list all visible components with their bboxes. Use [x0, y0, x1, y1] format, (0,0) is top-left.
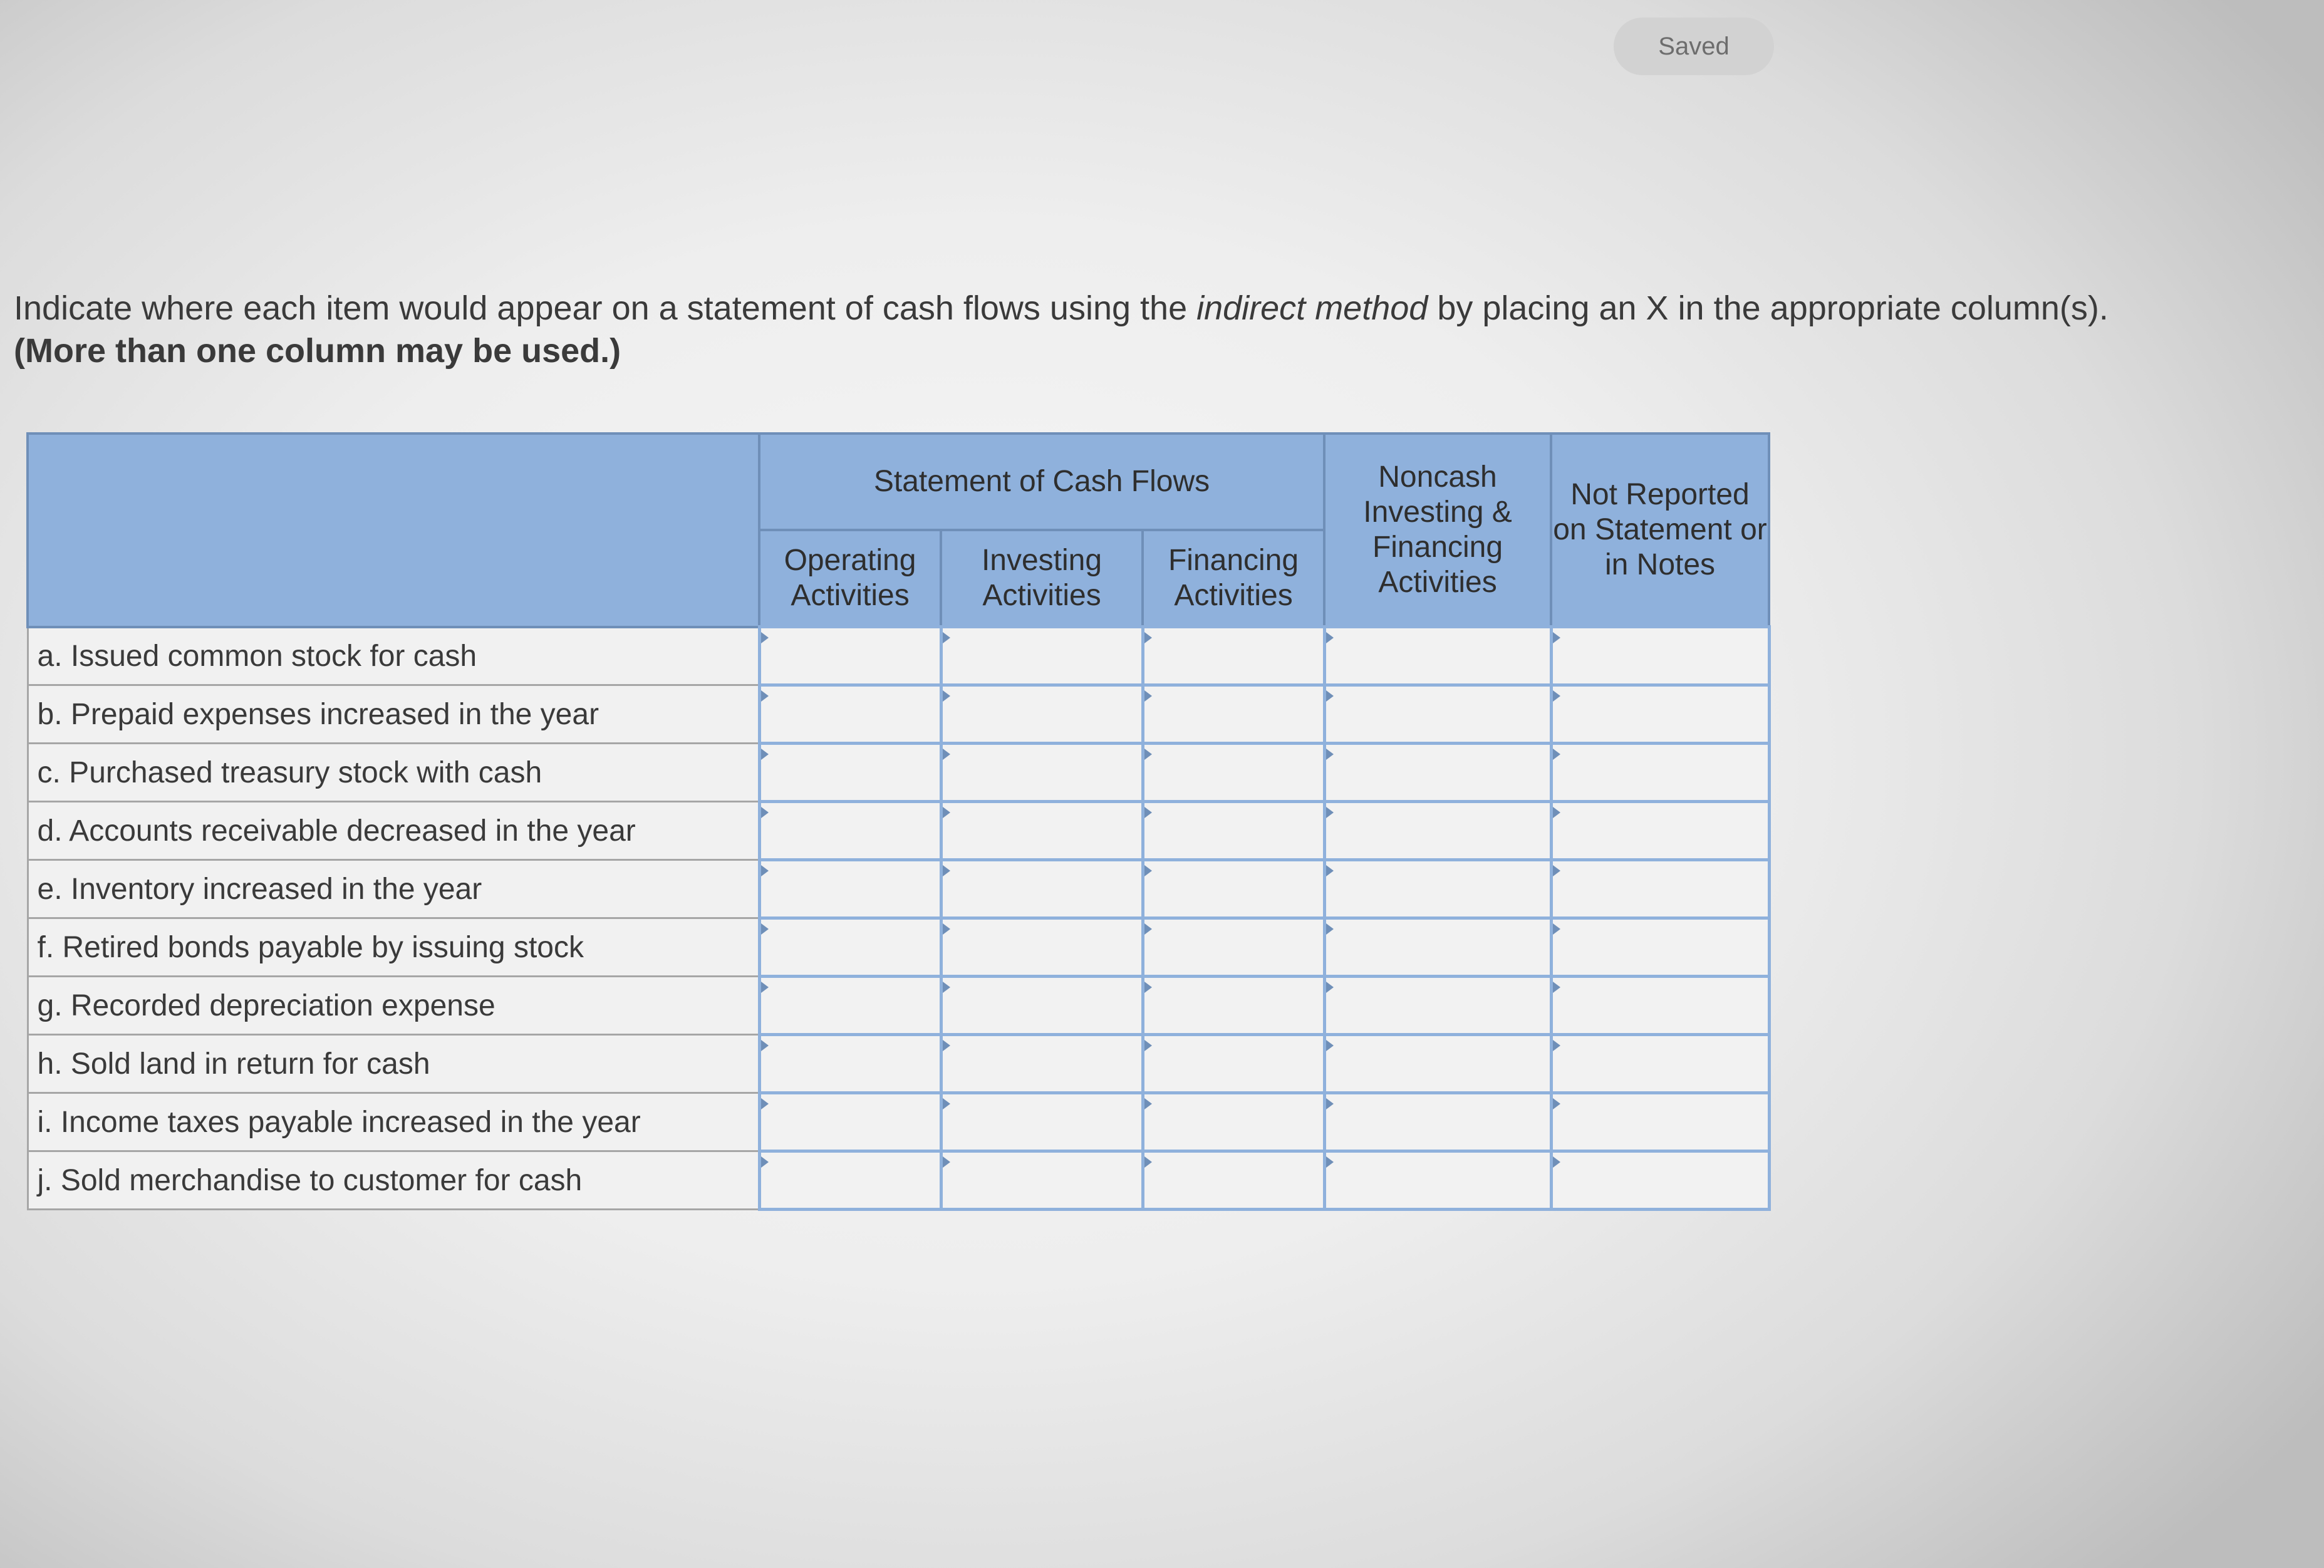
not-reported-input-cell[interactable]	[1551, 1035, 1769, 1093]
not-reported-input-cell[interactable]	[1551, 685, 1769, 744]
row-item-label: h. Sold land in return for cash	[28, 1035, 759, 1093]
not-reported-input-cell[interactable]	[1551, 918, 1769, 977]
table-row	[28, 1151, 1769, 1210]
investing-input-cell[interactable]	[941, 802, 1143, 860]
not-reported-input-cell[interactable]	[1551, 860, 1769, 918]
instructions-text-continued: by placing an X in the appropriate column(s).	[1428, 289, 2109, 327]
financing-input-cell[interactable]	[1143, 860, 1324, 918]
financing-input-cell[interactable]	[1143, 1093, 1324, 1151]
operating-input-cell[interactable]	[759, 685, 941, 744]
financing-activities-header: Financing Activities	[1143, 530, 1324, 627]
noncash-input-cell[interactable]	[1324, 744, 1551, 802]
investing-input-cell[interactable]	[941, 685, 1143, 744]
operating-input-cell[interactable]	[759, 802, 941, 860]
investing-activities-header: Investing Activities	[941, 530, 1143, 627]
financing-input-cell[interactable]	[1143, 744, 1324, 802]
noncash-input-cell[interactable]	[1324, 627, 1551, 685]
operating-input-cell[interactable]	[759, 918, 941, 977]
financing-input-cell[interactable]	[1143, 802, 1324, 860]
instructions-emphasis: indirect method	[1196, 289, 1428, 327]
operating-input-cell[interactable]	[759, 860, 941, 918]
noncash-input-cell[interactable]	[1324, 977, 1551, 1035]
operating-input-cell[interactable]	[759, 1035, 941, 1093]
operating-input-cell[interactable]	[759, 744, 941, 802]
table-corner-header	[28, 434, 759, 627]
financing-input-cell[interactable]	[1143, 1151, 1324, 1210]
table-row	[28, 977, 1769, 1035]
operating-input-cell[interactable]	[759, 627, 941, 685]
table-row	[28, 1093, 1769, 1151]
noncash-activities-header: Noncash Investing & Financing Activities	[1324, 434, 1551, 627]
row-item-label: f. Retired bonds payable by issuing stock	[28, 918, 759, 977]
row-item-label: g. Recorded depreciation expense	[28, 977, 759, 1035]
noncash-input-cell[interactable]	[1324, 918, 1551, 977]
row-item-label: i. Income taxes payable increased in the year	[28, 1093, 759, 1151]
noncash-input-cell[interactable]	[1324, 1035, 1551, 1093]
table-row	[28, 860, 1769, 918]
table-row	[28, 802, 1769, 860]
table-row	[28, 918, 1769, 977]
investing-input-cell[interactable]	[941, 1035, 1143, 1093]
investing-input-cell[interactable]	[941, 918, 1143, 977]
noncash-input-cell[interactable]	[1324, 685, 1551, 744]
instructions-text: Indicate where each item would appear on a statement of cash flows using the	[14, 289, 1197, 327]
question-instructions	[14, 287, 2181, 372]
investing-input-cell[interactable]	[941, 860, 1143, 918]
saved-status-badge: Saved	[1614, 18, 1774, 75]
noncash-input-cell[interactable]	[1324, 802, 1551, 860]
cash-flow-classification-table	[26, 432, 1771, 1211]
investing-input-cell[interactable]	[941, 744, 1143, 802]
row-item-label: j. Sold merchandise to customer for cash	[28, 1151, 759, 1210]
not-reported-input-cell[interactable]	[1551, 1093, 1769, 1151]
instructions-note: (More than one column may be used.)	[14, 332, 621, 370]
financing-input-cell[interactable]	[1143, 685, 1324, 744]
not-reported-input-cell[interactable]	[1551, 744, 1769, 802]
not-reported-header: Not Reported on Statement or in Notes	[1551, 434, 1769, 627]
operating-activities-header: Operating Activities	[759, 530, 941, 627]
row-item-label: a. Issued common stock for cash	[28, 627, 759, 685]
row-item-label: b. Prepaid expenses increased in the year	[28, 685, 759, 744]
row-item-label: d. Accounts receivable decreased in the year	[28, 802, 759, 860]
investing-input-cell[interactable]	[941, 627, 1143, 685]
table-row	[28, 627, 1769, 685]
financing-input-cell[interactable]	[1143, 918, 1324, 977]
table-row	[28, 1035, 1769, 1093]
noncash-input-cell[interactable]	[1324, 1093, 1551, 1151]
financing-input-cell[interactable]	[1143, 977, 1324, 1035]
financing-input-cell[interactable]	[1143, 1035, 1324, 1093]
operating-input-cell[interactable]	[759, 1151, 941, 1210]
operating-input-cell[interactable]	[759, 1093, 941, 1151]
noncash-input-cell[interactable]	[1324, 860, 1551, 918]
not-reported-input-cell[interactable]	[1551, 802, 1769, 860]
not-reported-input-cell[interactable]	[1551, 1151, 1769, 1210]
table-row	[28, 685, 1769, 744]
table-row	[28, 744, 1769, 802]
noncash-input-cell[interactable]	[1324, 1151, 1551, 1210]
investing-input-cell[interactable]	[941, 1151, 1143, 1210]
investing-input-cell[interactable]	[941, 1093, 1143, 1151]
not-reported-input-cell[interactable]	[1551, 627, 1769, 685]
operating-input-cell[interactable]	[759, 977, 941, 1035]
table-body	[28, 627, 1769, 1210]
financing-input-cell[interactable]	[1143, 627, 1324, 685]
not-reported-input-cell[interactable]	[1551, 977, 1769, 1035]
row-item-label: c. Purchased treasury stock with cash	[28, 744, 759, 802]
investing-input-cell[interactable]	[941, 977, 1143, 1035]
statement-of-cash-flows-header: Statement of Cash Flows	[759, 434, 1324, 530]
row-item-label: e. Inventory increased in the year	[28, 860, 759, 918]
